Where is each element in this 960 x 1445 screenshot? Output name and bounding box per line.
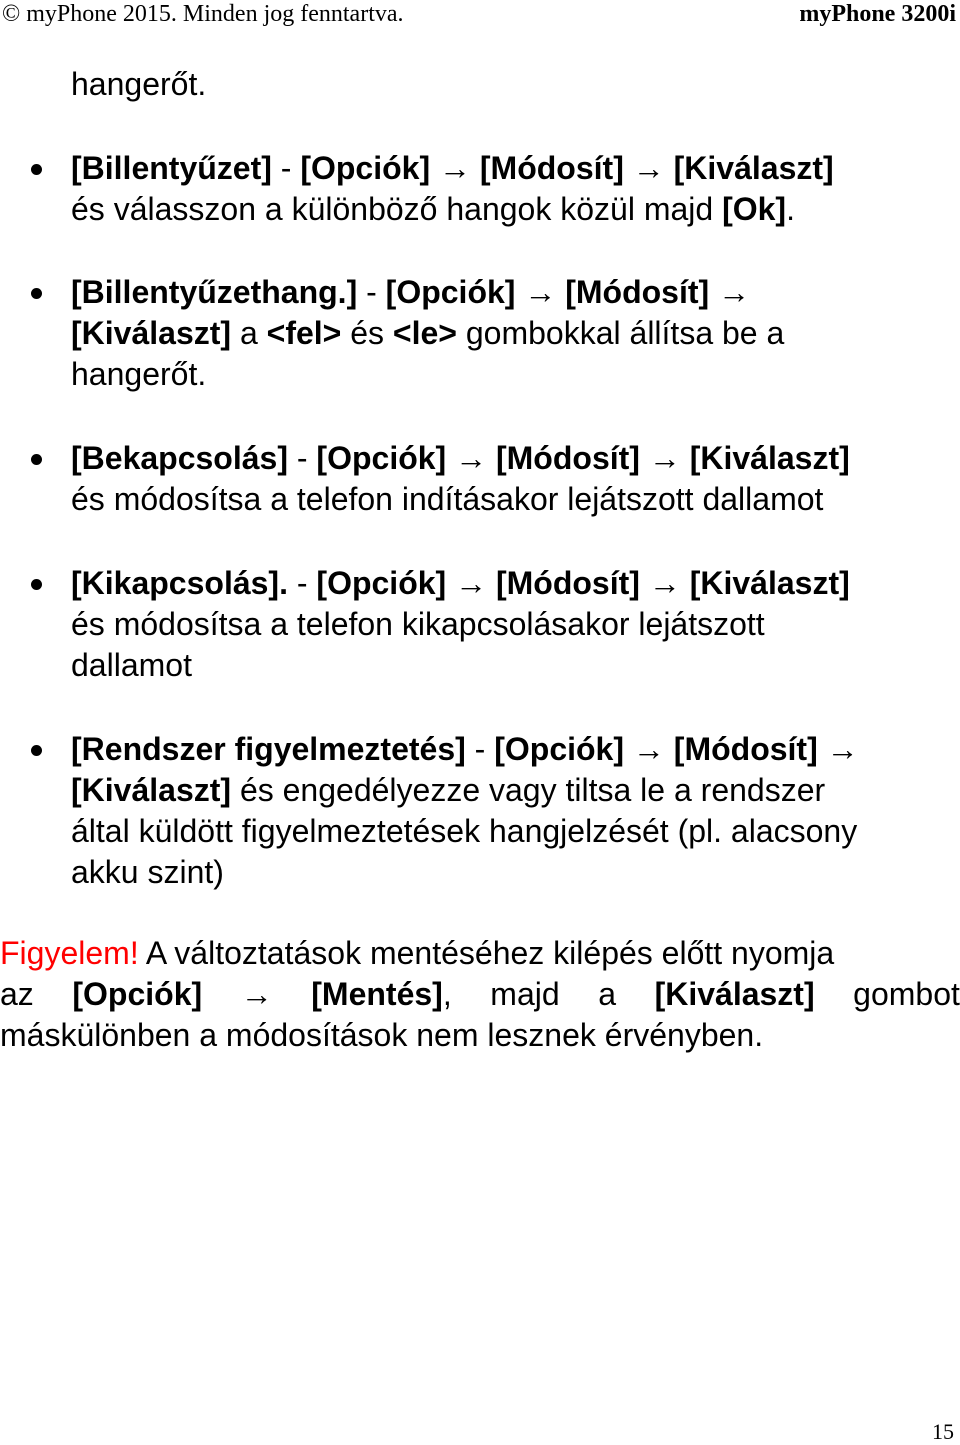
menu-path: [Rendszer figyelmeztetés]: [71, 731, 466, 767]
bullet-line: által küldött figyelmeztetések hangjelzését (pl. alacsony: [71, 813, 858, 849]
bullet-item-power-off: [71, 563, 951, 686]
bullet-item-keyboard: [71, 148, 951, 230]
note-word-group: [311, 974, 451, 1015]
bullet-line: [71, 272, 951, 313]
menu-path: [Mentés]: [311, 976, 443, 1012]
bullet-dot-icon: [31, 454, 42, 465]
separator: -: [287, 565, 317, 601]
menu-path: [Kiválaszt]: [654, 976, 815, 1012]
bullet-item-keytone: [71, 272, 951, 395]
menu-path: [Opciók] → [Módosít] →: [494, 731, 859, 767]
menu-path: [Kiválaszt]: [71, 315, 232, 351]
menu-path: [Kikapcsolás].: [71, 565, 288, 601]
note-line: máskülönben a módosítások nem lesznek érvényben.: [0, 1017, 764, 1053]
note-word: majd: [490, 976, 560, 1012]
page-header: [0, 0, 960, 30]
bullet-line: [71, 313, 951, 354]
note-word: ,: [442, 976, 452, 1012]
note-word: az: [0, 976, 34, 1012]
warning-note: [0, 933, 960, 1056]
bullet-line: [71, 148, 951, 189]
bullet-line: [71, 770, 951, 811]
bullet-dot-icon: [31, 288, 42, 299]
note-line: [0, 933, 960, 974]
separator: -: [271, 150, 301, 186]
menu-path: [Opciók]: [72, 976, 203, 1012]
menu-path: [Billentyűzet]: [71, 150, 272, 186]
instruction-text: a: [231, 315, 267, 351]
page-number: 15: [932, 1419, 954, 1444]
menu-path: [Billentyűzethang.]: [71, 274, 358, 310]
bullet-dot-icon: [31, 164, 42, 175]
key-name: <le>: [392, 315, 457, 351]
note-text: A változtatások mentéséhez kilépés előtt nyomja: [138, 935, 835, 971]
copyright-notice: © myPhone 2015. Minden jog fenntartva.: [2, 1, 404, 27]
instruction-text: és: [341, 315, 393, 351]
bullet-line: dallamot: [71, 647, 192, 683]
menu-path: [Bekapcsolás]: [71, 440, 288, 476]
bullet-dot-icon: [31, 745, 42, 756]
instruction-text: és engedélyezze vagy tiltsa le a rendszer: [231, 772, 826, 808]
key-name: <fel>: [266, 315, 342, 351]
phone-model: myPhone 3200i: [799, 1, 956, 27]
bullet-line: [71, 438, 951, 479]
instruction-text: .: [786, 191, 795, 227]
menu-path: [Kiválaszt]: [71, 772, 232, 808]
menu-path: [Opciók] → [Módosít] → [Kiválaszt]: [316, 440, 850, 476]
note-word: gombot: [853, 976, 960, 1012]
separator: -: [287, 440, 317, 476]
bullet-line: [71, 729, 951, 770]
note-word: a: [598, 976, 616, 1012]
menu-path: [Opciók] → [Módosít] → [Kiválaszt]: [316, 565, 850, 601]
menu-path: [Opciók] → [Módosít] →: [385, 274, 751, 310]
bullet-line: akku szint): [71, 854, 224, 890]
bullet-line: [71, 563, 951, 604]
warning-label: Figyelem!: [0, 935, 139, 971]
bullet-item-power-on: [71, 438, 951, 520]
bullet-line: [71, 189, 951, 230]
separator: -: [465, 731, 495, 767]
bullet-line: hangerőt.: [71, 356, 207, 392]
menu-path: [Opciók] → [Módosít] → [Kiválaszt]: [300, 150, 834, 186]
bullet-item-system-alert: [71, 729, 951, 893]
note-line: [0, 974, 960, 1015]
bullet-dot-icon: [31, 579, 42, 590]
continuation-text: hangerőt.: [71, 66, 207, 102]
separator: -: [357, 274, 386, 310]
menu-path: [Ok]: [722, 191, 787, 227]
bullet-line: és módosítsa a telefon indításakor lejátszott dallamot: [71, 481, 824, 517]
instruction-text: gombokkal állítsa be a: [456, 315, 785, 351]
arrow-icon: →: [240, 976, 273, 1012]
bullet-line: és módosítsa a telefon kikapcsolásakor lejátszott: [71, 606, 765, 642]
instruction-text: és válasszon a különböző hangok közül majd: [71, 191, 723, 227]
